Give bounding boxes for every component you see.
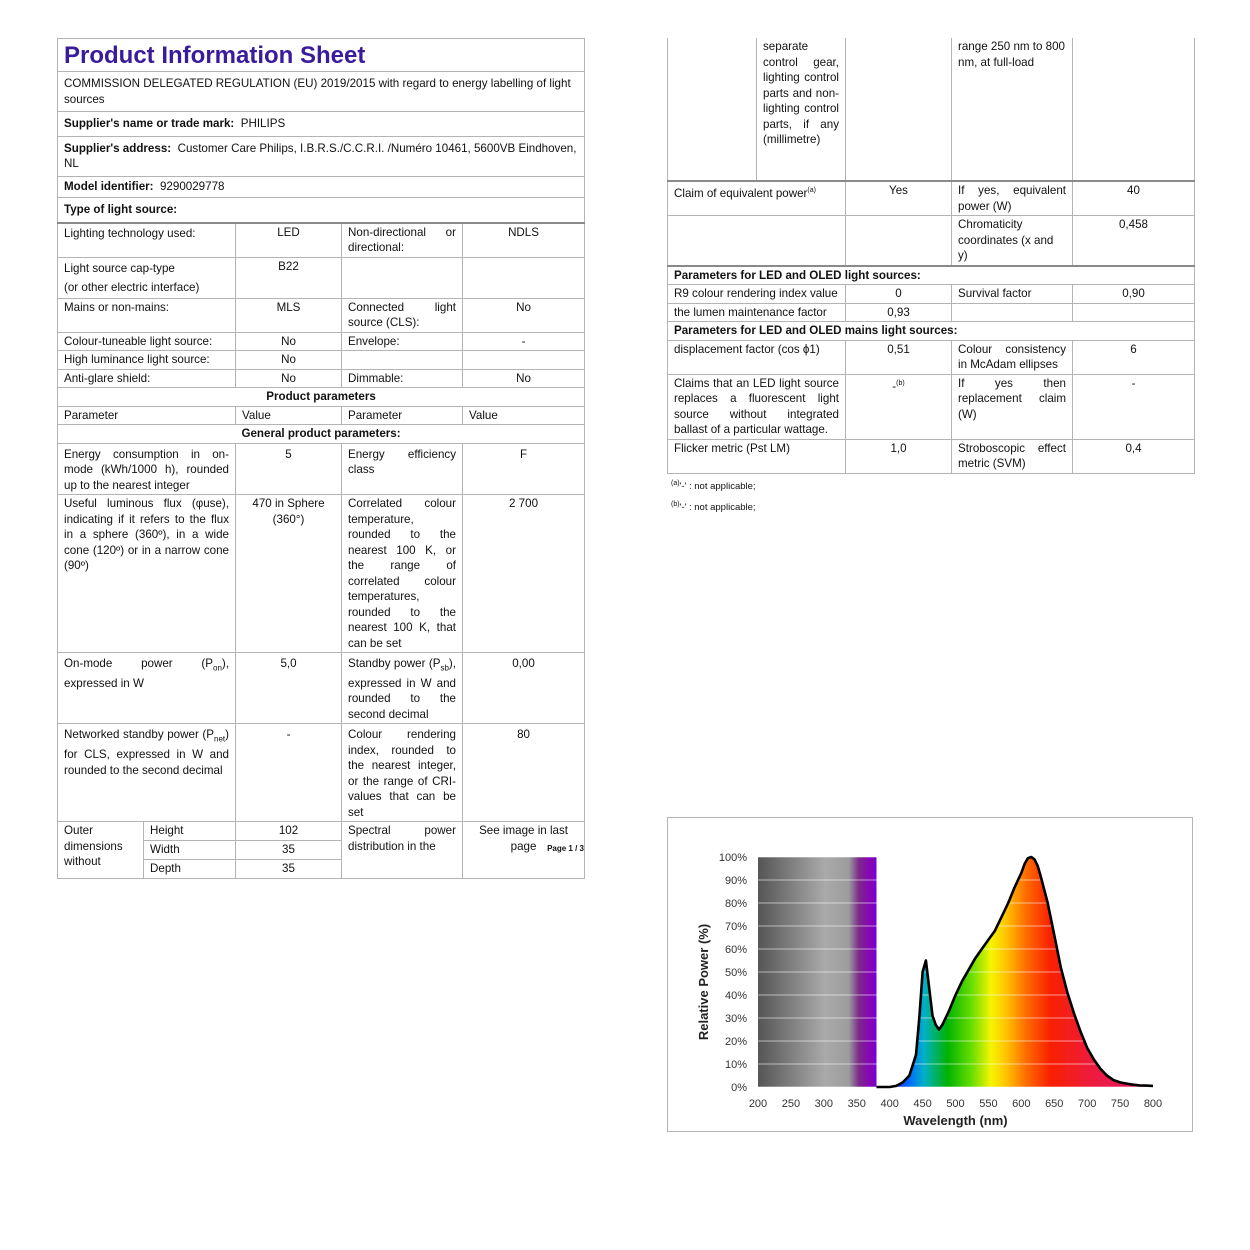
x-tick-label: 450	[913, 1098, 932, 1110]
fluor-value-text: -	[892, 379, 897, 393]
cap-value: B22	[236, 257, 342, 298]
spectral-chart-svg	[668, 818, 1194, 1133]
pon-sub: on	[213, 663, 222, 673]
footnote-b-text: '-' : not applicable;	[679, 501, 756, 513]
empty-cell	[1073, 303, 1195, 322]
claim-label-text: Claim of equivalent power	[674, 186, 808, 200]
x-tick-label: 700	[1077, 1098, 1097, 1110]
led-params-heading: Parameters for LED and OLED light sources:	[668, 266, 1195, 285]
equiv-value: 40	[1073, 181, 1195, 216]
cct-value: 2 700	[463, 495, 585, 653]
lm-label: the lumen maintenance factor	[668, 303, 846, 322]
glare-label: Anti-glare shield:	[58, 369, 236, 388]
empty-cell	[846, 38, 952, 181]
pon-label	[58, 653, 236, 724]
pon-value: 5,0	[236, 653, 342, 724]
y-tick-label: 10%	[724, 1059, 747, 1071]
pon-label-text: On-mode power (P	[64, 657, 213, 670]
tech-value: LED	[236, 223, 342, 258]
disp-label: displacement factor (cos ϕ1)	[668, 340, 846, 374]
psb-label-text: Standby power (P	[348, 657, 441, 670]
psb-label	[342, 653, 463, 724]
flux-value: 470 in Sphere (360°)	[236, 495, 342, 653]
lm-value: 0,93	[846, 303, 952, 322]
tune-label: Colour-tuneable light source:	[58, 332, 236, 351]
spd-value: See image in last page	[463, 822, 585, 879]
consist-value: 6	[1073, 340, 1195, 374]
x-tick-label: 400	[880, 1098, 899, 1110]
col-value: Value	[236, 406, 342, 425]
cls-value: No	[463, 298, 585, 332]
empty-cell	[463, 257, 585, 298]
cap-label	[58, 257, 236, 298]
model-identifier: 9290029778	[159, 179, 225, 193]
supplier-address-label: Supplier's address:	[64, 141, 172, 155]
product-params-heading: Product parameters	[58, 388, 585, 407]
spd-label: Spectral power distribution in the	[342, 822, 463, 879]
tune-value: No	[236, 332, 342, 351]
y-tick-label: 30%	[724, 1013, 747, 1025]
y-tick-label: 0%	[731, 1082, 747, 1094]
x-tick-label: 650	[1045, 1098, 1064, 1110]
footnote-b	[667, 496, 1194, 517]
empty-cell	[952, 303, 1073, 322]
y-tick-label: 50%	[724, 967, 747, 979]
cls-label: Connected light source (CLS):	[342, 298, 463, 332]
page-title: Product Information Sheet	[58, 39, 585, 72]
x-tick-label: 550	[979, 1098, 998, 1110]
supplier-name-row	[58, 112, 585, 137]
hlum-value: No	[236, 351, 342, 370]
y-tick-label: 40%	[724, 990, 747, 1002]
glare-value: No	[236, 369, 342, 388]
x-tick-label: 500	[946, 1098, 965, 1110]
surv-value: 0,90	[1073, 285, 1195, 304]
model-row	[58, 176, 585, 198]
dir-label: Non-directional or directional:	[342, 223, 463, 258]
col-parameter: Parameter	[342, 406, 463, 425]
width-value: 35	[236, 841, 342, 860]
outer-dimensions-label: Outer dimensions without	[58, 822, 144, 879]
env-value: -	[463, 332, 585, 351]
pnet-sub: net	[214, 734, 226, 744]
psb-sub: sb	[440, 663, 449, 673]
col-value: Value	[463, 406, 585, 425]
energy-label: Energy consumption in on-mode (kWh/1000 h), rounded up to the nearest integer	[58, 443, 236, 495]
x-tick-label: 800	[1143, 1098, 1163, 1110]
supplier-name-label: Supplier's name or trade mark:	[64, 117, 235, 130]
mains-value: MLS	[236, 298, 342, 332]
tech-label: Lighting technology used:	[58, 223, 236, 258]
cap-label-line2: (or other electric interface)	[64, 280, 200, 294]
empty-cell	[342, 351, 463, 370]
pnet-value: -	[236, 724, 342, 822]
y-tick-label: 90%	[724, 875, 747, 887]
claim-value: Yes	[846, 181, 952, 216]
empty-cell	[463, 351, 585, 370]
empty-cell	[668, 216, 846, 266]
disp-value: 0,51	[846, 340, 952, 374]
equiv-label: If yes, equivalent power (W)	[952, 181, 1073, 216]
fluor-sup: (b)	[896, 379, 905, 387]
psb-value: 0,00	[463, 653, 585, 724]
footnote-a-text: '-' : not applicable;	[679, 480, 756, 492]
cap-label-line1: Light source cap-type	[64, 261, 175, 275]
supplier-name: PHILIPS	[240, 117, 286, 130]
eff-value: F	[463, 443, 585, 495]
eff-label: Energy efficiency class	[342, 443, 463, 495]
depth-label: Depth	[144, 860, 236, 879]
hlum-label: High luminance light source:	[58, 351, 236, 370]
fluor-value	[846, 374, 952, 439]
x-tick-label: 300	[814, 1098, 834, 1110]
width-label: Width	[144, 841, 236, 860]
claim-label	[668, 181, 846, 216]
fluor-label: Claims that an LED light source replaces a fluorescent light source without integrated ballast of a particular wattage.	[668, 374, 846, 439]
claim-sup: (a)	[807, 187, 816, 194]
y-axis-label: Relative Power (%)	[696, 923, 711, 1041]
chroma-label: Chromaticity coordinates (x and y)	[952, 216, 1073, 266]
x-tick-label: 350	[847, 1098, 866, 1110]
continuation-table	[667, 38, 1195, 474]
pon-label-text-2: ), expressed in W	[64, 657, 229, 690]
x-tick-labels	[749, 1098, 1162, 1110]
spectral-chart	[667, 817, 1193, 1132]
repl-value: -	[1073, 374, 1195, 439]
mains-params-heading: Parameters for LED and OLED mains light sources:	[668, 322, 1195, 341]
pnet-label-text: Networked standby power (P	[64, 728, 214, 742]
model-label: Model identifier:	[64, 179, 154, 193]
supplier-address: Customer Care Philips, I.B.R.S./C.C.R.I. /Numéro 10461, 5600VB Eindhoven, NL	[64, 141, 577, 170]
y-tick-labels	[719, 852, 747, 1094]
empty-cell	[846, 216, 952, 266]
consist-label: Colour consistency in McAdam ellipses	[952, 340, 1073, 374]
regulation-text: COMMISSION DELEGATED REGULATION (EU) 2019/2015 with regard to energy labelling of light sources	[58, 72, 585, 112]
footnote-a-sup: (a)	[671, 479, 680, 487]
mains-label: Mains or non-mains:	[58, 298, 236, 332]
chroma-value: 0,458	[1073, 216, 1195, 266]
y-tick-label: 80%	[724, 898, 747, 910]
x-axis-label: Wavelength (nm)	[903, 1113, 1008, 1128]
y-tick-label: 70%	[724, 921, 747, 933]
empty-cell	[342, 257, 463, 298]
range-label: range 250 nm to 800 nm, at full-load	[952, 38, 1073, 181]
x-tick-label: 750	[1110, 1098, 1130, 1110]
height-label: Height	[144, 822, 236, 841]
surv-label: Survival factor	[952, 285, 1073, 304]
page-2-table-wrapper	[667, 38, 1194, 517]
y-tick-label: 20%	[724, 1036, 747, 1048]
depth-value: 35	[236, 860, 342, 879]
y-tick-label: 100%	[718, 852, 747, 864]
height-value: 102	[236, 822, 342, 841]
flicker-value: 1,0	[846, 439, 952, 473]
cri-value: 80	[463, 724, 585, 822]
flux-label: Useful luminous flux (φuse), indicating if it refers to the flux in a sphere (360º), in a wide cone (120º) or in a narrow cone (90º)	[58, 495, 236, 653]
footnote-a	[667, 475, 1194, 496]
footnote-b-sup: (b)	[671, 500, 680, 508]
r9-label: R9 colour rendering index value	[668, 285, 846, 304]
psb-label-text-2: ), expressed in W and rounded to the second decimal	[348, 657, 456, 721]
x-tick-label: 250	[781, 1098, 801, 1110]
r9-value: 0	[846, 285, 952, 304]
strobo-value: 0,4	[1073, 439, 1195, 473]
cct-label: Correlated colour temperature, rounded to the nearest 100 K, or the range of correlated colour temperatures, rounded to the nearest 100 K, that can be set	[342, 495, 463, 653]
pnet-label-text-2: ) for CLS, expressed in W and rounded to the second decimal	[64, 728, 229, 777]
dir-value: NDLS	[463, 223, 585, 258]
dim-value: No	[463, 369, 585, 388]
col-parameter: Parameter	[58, 406, 236, 425]
flicker-label: Flicker metric (Pst LM)	[668, 439, 846, 473]
page-1-table-wrapper	[57, 38, 584, 879]
strobo-label: Stroboscopic effect metric (SVM)	[952, 439, 1073, 473]
repl-label: If yes then replacement claim (W)	[952, 374, 1073, 439]
dim-label: Dimmable:	[342, 369, 463, 388]
y-tick-label: 60%	[724, 944, 747, 956]
product-info-table	[57, 38, 585, 879]
env-label: Envelope:	[342, 332, 463, 351]
empty-cell	[1073, 38, 1195, 181]
x-tick-label: 200	[748, 1098, 768, 1110]
supplier-address-row	[58, 136, 585, 176]
pnet-label	[58, 724, 236, 822]
page-number: Page 1 / 3	[547, 844, 584, 853]
general-params-heading: General product parameters:	[58, 425, 585, 444]
energy-value: 5	[236, 443, 342, 495]
gear-label: separate control gear, lighting control parts and non-lighting control parts, if any (millimetre)	[757, 38, 846, 181]
type-heading: Type of light source:	[58, 198, 585, 223]
cri-label: Colour rendering index, rounded to the nearest integer, or the range of CRI-values that can be set	[342, 724, 463, 822]
x-tick-label: 600	[1012, 1098, 1031, 1110]
